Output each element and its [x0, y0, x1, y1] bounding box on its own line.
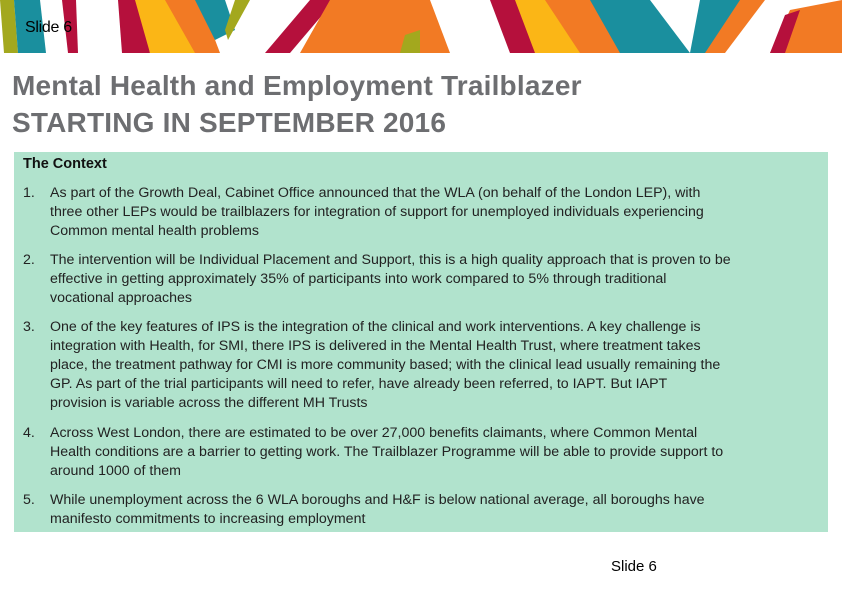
text-line: place, the treatment pathway for CMI is more community based; with the clinical lead usually remaining the [50, 357, 721, 373]
text-line: GP. As part of the trial participants will need to refer, have already been referred, to IAPT. But IAPT [50, 376, 668, 392]
title-line: STARTING IN SEPTEMBER 2016 [12, 107, 447, 138]
text-line: vocational approaches [50, 290, 192, 306]
context-box [14, 152, 828, 532]
slide-footer: Slide 6 [611, 558, 657, 575]
list-text [50, 491, 705, 529]
text-line: manifesto commitments to increasing employment [50, 511, 366, 527]
list-text [50, 184, 704, 241]
slide-number-tag: Slide 6 [25, 19, 72, 36]
text-line: integration with Health, for SMI, there IPS is delivered in the Mental Health Trust, where treatment takes [50, 338, 701, 354]
text-line: effective in getting approximately 35% of participants into work compared to 5% through traditional [50, 271, 667, 287]
list-number: 5. [23, 492, 35, 508]
list-number: 4. [23, 425, 35, 441]
list-text [50, 424, 723, 481]
list-text [50, 318, 720, 413]
text-line: provision is variable across the different MH Trusts [50, 395, 368, 411]
context-heading: The Context [23, 156, 107, 172]
title-line: Mental Health and Employment Trailblazer [12, 70, 582, 101]
list-text [50, 251, 731, 308]
text-line: One of the key features of IPS is the integration of the clinical and work interventions. A key challenge is [50, 319, 701, 335]
list-number: 2. [23, 252, 35, 268]
text-line: As part of the Growth Deal, Cabinet Office announced that the WLA (on behalf of the London LEP), with [50, 185, 701, 201]
text-line: While unemployment across the 6 WLA boroughs and H&F is below national average, all boroughs have [50, 492, 705, 508]
list-number: 1. [23, 185, 35, 201]
text-line: three other LEPs would be trailblazers for integration of support for unemployed individuals experiencing [50, 204, 704, 220]
list-number: 3. [23, 319, 35, 335]
text-line: Across West London, there are estimated to be over 27,000 benefits claimants, where Common Mental [50, 425, 698, 441]
text-line: Health conditions are a barrier to getting work. The Trailblazer Programme will be able to provide support to [50, 444, 724, 460]
text-line: The intervention will be Individual Placement and Support, this is a high quality approach that is proven to be [50, 252, 731, 268]
page-title [12, 67, 582, 141]
text-line: around 1000 of them [50, 463, 181, 479]
decorative-banner [0, 0, 842, 53]
text-line: Common mental health problems [50, 223, 259, 239]
